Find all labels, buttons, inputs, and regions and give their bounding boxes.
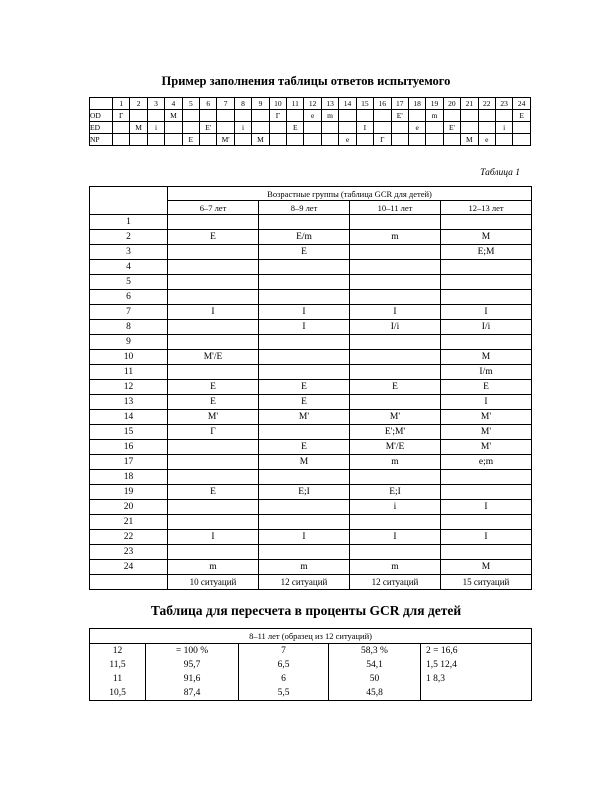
answer-cell <box>304 134 321 146</box>
gcr-cell <box>441 470 532 485</box>
gcr-cell: I <box>259 305 350 320</box>
answer-corner-cell <box>90 98 113 110</box>
gcr-cell <box>259 500 350 515</box>
gcr-cell <box>168 500 259 515</box>
answer-cell <box>165 122 182 134</box>
percent-header: 8–11 лет (образец из 12 ситуаций) <box>90 629 532 644</box>
answer-cell <box>182 110 199 122</box>
answer-cell <box>147 110 164 122</box>
answer-cell <box>252 122 269 134</box>
answer-table-title: Пример заполнения таблицы ответов испытуемого <box>161 74 451 88</box>
answer-column-number: 1 <box>113 98 130 110</box>
gcr-cell <box>168 455 259 470</box>
gcr-row-number: 11 <box>90 365 168 380</box>
answer-cell: Г <box>113 110 130 122</box>
answer-cell <box>356 110 373 122</box>
gcr-cell: I <box>441 305 532 320</box>
gcr-cell <box>259 365 350 380</box>
gcr-cell: M <box>441 230 532 245</box>
gcr-cell <box>350 545 441 560</box>
answer-cell <box>269 122 286 134</box>
answer-row-label: NP <box>90 134 113 146</box>
gcr-cell: M' <box>350 410 441 425</box>
gcr-total-cell: 10 ситуаций <box>168 575 259 590</box>
gcr-cell <box>168 215 259 230</box>
percent-table <box>89 628 532 701</box>
gcr-cell: M <box>441 350 532 365</box>
gcr-row-number: 16 <box>90 440 168 455</box>
answer-cell: M <box>461 134 478 146</box>
gcr-row <box>90 440 532 455</box>
age-group-header: 10–11 лет <box>350 201 441 215</box>
gcr-cell: E <box>259 245 350 260</box>
answer-row <box>90 134 531 146</box>
gcr-total-cell: 12 ситуаций <box>350 575 441 590</box>
gcr-cell: E/m <box>259 230 350 245</box>
gcr-cell: E;I <box>350 485 441 500</box>
gcr-cell: M' <box>168 410 259 425</box>
gcr-row <box>90 500 532 515</box>
gcr-cell <box>350 245 441 260</box>
gcr-cell <box>350 395 441 410</box>
answer-cell: E <box>287 122 304 134</box>
gcr-row-number: 12 <box>90 380 168 395</box>
answer-cell <box>200 110 217 122</box>
answer-row <box>90 122 531 134</box>
gcr-cell <box>441 275 532 290</box>
gcr-cell: I <box>441 530 532 545</box>
gcr-cell <box>350 365 441 380</box>
answer-cell <box>147 134 164 146</box>
answer-cell <box>130 134 147 146</box>
percent-row <box>90 686 532 701</box>
answer-column-number: 6 <box>200 98 217 110</box>
gcr-cell <box>350 350 441 365</box>
answer-column-number: 13 <box>321 98 338 110</box>
answer-cell <box>113 122 130 134</box>
percent-row <box>90 644 532 659</box>
answer-cell <box>182 122 199 134</box>
gcr-cell <box>441 260 532 275</box>
gcr-row <box>90 230 532 245</box>
answer-cell <box>113 134 130 146</box>
gcr-header-row <box>90 187 532 201</box>
percent-cell: 12 <box>90 644 146 659</box>
answer-cell: М <box>165 110 182 122</box>
answer-cell <box>339 122 356 134</box>
gcr-cell: M' <box>259 410 350 425</box>
answer-cell: e <box>408 122 425 134</box>
gcr-row <box>90 470 532 485</box>
gcr-cell: I/i <box>350 320 441 335</box>
gcr-row <box>90 530 532 545</box>
gcr-cell: I/m <box>441 365 532 380</box>
gcr-cell <box>168 245 259 260</box>
gcr-cell <box>168 320 259 335</box>
gcr-row <box>90 395 532 410</box>
answer-column-number: 16 <box>374 98 391 110</box>
answer-cell <box>374 122 391 134</box>
gcr-cell: E <box>259 395 350 410</box>
gcr-cell: M' <box>441 410 532 425</box>
answer-cell: e <box>304 110 321 122</box>
gcr-cell <box>441 335 532 350</box>
percent-row <box>90 658 532 672</box>
gcr-cell <box>259 290 350 305</box>
gcr-row <box>90 410 532 425</box>
answer-cell <box>287 134 304 146</box>
gcr-cell: I <box>350 530 441 545</box>
answer-row <box>90 110 531 122</box>
gcr-cell: m <box>259 560 350 575</box>
answer-column-number: 23 <box>495 98 512 110</box>
answer-header-row <box>90 98 531 110</box>
gcr-row-number: 20 <box>90 500 168 515</box>
gcr-cell: E <box>259 380 350 395</box>
answer-cell: E' <box>391 110 408 122</box>
percent-cell: 91,6 <box>146 672 239 686</box>
answer-cell <box>252 110 269 122</box>
gcr-cell: E;I <box>259 485 350 500</box>
answer-cell <box>461 122 478 134</box>
answer-cell: Г <box>374 134 391 146</box>
answer-cell: i <box>495 122 512 134</box>
answer-column-number: 2 <box>130 98 147 110</box>
percent-cell: 1,5 12,4 <box>421 658 532 672</box>
percent-cell: 11,5 <box>90 658 146 672</box>
gcr-row <box>90 290 532 305</box>
gcr-cell <box>441 215 532 230</box>
age-group-header: 8–9 лет <box>259 201 350 215</box>
age-group-header: 6–7 лет <box>168 201 259 215</box>
gcr-cell <box>168 335 259 350</box>
answer-cell <box>165 134 182 146</box>
answer-cell <box>269 134 286 146</box>
gcr-cell <box>168 440 259 455</box>
gcr-cell: E <box>350 380 441 395</box>
gcr-cell <box>350 290 441 305</box>
percent-cell: 2 = 16,6 <box>421 644 532 659</box>
percent-cell: 6 <box>239 672 329 686</box>
answer-cell: i <box>147 122 164 134</box>
percent-cell: 11 <box>90 672 146 686</box>
gcr-cell <box>259 470 350 485</box>
answer-cell: e <box>478 134 495 146</box>
age-groups-header: Возрастные группы (таблица GCR для детей) <box>168 187 532 201</box>
answer-column-number: 19 <box>426 98 443 110</box>
gcr-cell: Г <box>168 425 259 440</box>
gcr-cell: m <box>350 560 441 575</box>
answer-cell <box>304 122 321 134</box>
answer-cell: E' <box>443 122 460 134</box>
answer-cell <box>374 110 391 122</box>
answer-column-number: 3 <box>147 98 164 110</box>
gcr-cell: E <box>168 380 259 395</box>
answer-cell <box>426 122 443 134</box>
gcr-row-number: 7 <box>90 305 168 320</box>
gcr-cell <box>259 335 350 350</box>
percent-cell: 7 <box>239 644 329 659</box>
answer-cell <box>356 134 373 146</box>
answer-cell <box>478 110 495 122</box>
gcr-cell: I <box>259 320 350 335</box>
answer-column-number: 7 <box>217 98 234 110</box>
answer-cell <box>321 134 338 146</box>
answer-column-number: 12 <box>304 98 321 110</box>
gcr-cell <box>350 275 441 290</box>
gcr-cell: E <box>441 380 532 395</box>
gcr-cell <box>441 515 532 530</box>
gcr-row <box>90 455 532 470</box>
answer-cell <box>321 122 338 134</box>
gcr-cell: m <box>168 560 259 575</box>
answer-cell <box>443 110 460 122</box>
gcr-cell <box>168 275 259 290</box>
gcr-cell: M <box>259 455 350 470</box>
percent-cell: 58,3 % <box>329 644 421 659</box>
gcr-cell <box>350 470 441 485</box>
gcr-cell <box>168 290 259 305</box>
gcr-row-number: 1 <box>90 215 168 230</box>
answer-cell <box>495 134 512 146</box>
answer-cell <box>408 110 425 122</box>
percent-cell: 5,5 <box>239 686 329 701</box>
age-group-header: 12–13 лет <box>441 201 532 215</box>
answer-cell: E <box>182 134 199 146</box>
answer-cell: m <box>321 110 338 122</box>
answer-column-number: 5 <box>182 98 199 110</box>
gcr-cell <box>259 275 350 290</box>
answer-cell <box>391 122 408 134</box>
gcr-cell: I/i <box>441 320 532 335</box>
gcr-total-cell: 15 ситуаций <box>441 575 532 590</box>
gcr-cell <box>168 515 259 530</box>
gcr-row <box>90 365 532 380</box>
answer-cell <box>391 134 408 146</box>
answer-cell <box>513 134 531 146</box>
answer-cell <box>287 110 304 122</box>
percent-table-title: Таблица для пересчета в проценты GCR для детей <box>150 603 462 618</box>
gcr-cell: M <box>441 560 532 575</box>
percent-cell: 50 <box>329 672 421 686</box>
gcr-cell: M'/E <box>350 440 441 455</box>
gcr-cell <box>441 545 532 560</box>
gcr-row <box>90 485 532 500</box>
answer-cell: m <box>426 110 443 122</box>
gcr-cell: e;m <box>441 455 532 470</box>
answer-cell <box>217 122 234 134</box>
gcr-row-number: 4 <box>90 260 168 275</box>
gcr-totals-row <box>90 575 532 590</box>
gcr-row <box>90 545 532 560</box>
gcr-row-number: 24 <box>90 560 168 575</box>
answer-row-label: ED <box>90 122 113 134</box>
answer-cell: E' <box>200 122 217 134</box>
answer-cell <box>495 110 512 122</box>
gcr-row-number: 14 <box>90 410 168 425</box>
gcr-cell: E <box>168 485 259 500</box>
gcr-row <box>90 275 532 290</box>
gcr-cell: E <box>168 395 259 410</box>
answer-cell <box>130 110 147 122</box>
gcr-row-number: 17 <box>90 455 168 470</box>
gcr-row-number: 6 <box>90 290 168 305</box>
gcr-row-number: 21 <box>90 515 168 530</box>
gcr-row <box>90 515 532 530</box>
gcr-cell <box>259 350 350 365</box>
answer-cell: Г <box>269 110 286 122</box>
answer-cell: M' <box>217 134 234 146</box>
gcr-cell: m <box>350 455 441 470</box>
answer-cell: М <box>252 134 269 146</box>
gcr-row-number: 9 <box>90 335 168 350</box>
percent-row <box>90 672 532 686</box>
gcr-row-number: 3 <box>90 245 168 260</box>
answer-column-number: 18 <box>408 98 425 110</box>
gcr-cell: I <box>259 530 350 545</box>
answer-column-number: 20 <box>443 98 460 110</box>
gcr-row <box>90 425 532 440</box>
gcr-cell <box>259 515 350 530</box>
gcr-row <box>90 380 532 395</box>
answer-cell <box>408 134 425 146</box>
gcr-table <box>89 186 532 590</box>
gcr-row-number: 8 <box>90 320 168 335</box>
gcr-cell: i <box>350 500 441 515</box>
answer-cell <box>217 110 234 122</box>
table-caption: Таблица 1 <box>480 168 520 178</box>
gcr-cell <box>168 470 259 485</box>
gcr-cell: E;M <box>441 245 532 260</box>
gcr-cell <box>350 260 441 275</box>
answer-table <box>89 97 531 146</box>
answer-cell <box>200 134 217 146</box>
gcr-cell <box>259 425 350 440</box>
gcr-cell <box>441 290 532 305</box>
gcr-row-number: 23 <box>90 545 168 560</box>
gcr-cell: I <box>168 305 259 320</box>
gcr-total-cell: 12 ситуаций <box>259 575 350 590</box>
gcr-cell: M' <box>441 440 532 455</box>
gcr-cell: I <box>441 395 532 410</box>
gcr-row <box>90 260 532 275</box>
answer-column-number: 4 <box>165 98 182 110</box>
gcr-row <box>90 350 532 365</box>
gcr-cell: E';M' <box>350 425 441 440</box>
gcr-row <box>90 320 532 335</box>
answer-cell: E <box>513 110 531 122</box>
gcr-cell <box>350 335 441 350</box>
gcr-cell: E <box>168 230 259 245</box>
gcr-cell <box>259 545 350 560</box>
gcr-row <box>90 245 532 260</box>
gcr-cell <box>259 260 350 275</box>
gcr-row-number: 10 <box>90 350 168 365</box>
gcr-row-number: 13 <box>90 395 168 410</box>
answer-column-number: 10 <box>269 98 286 110</box>
percent-cell: 6,5 <box>239 658 329 672</box>
answer-cell <box>234 134 251 146</box>
gcr-row-number: 19 <box>90 485 168 500</box>
gcr-corner-cell <box>90 187 168 215</box>
gcr-totals-corner <box>90 575 168 590</box>
gcr-row-number: 18 <box>90 470 168 485</box>
answer-cell: М <box>130 122 147 134</box>
gcr-cell: I <box>441 500 532 515</box>
answer-cell <box>478 122 495 134</box>
gcr-cell <box>168 545 259 560</box>
gcr-cell: I <box>168 530 259 545</box>
gcr-cell <box>259 215 350 230</box>
percent-cell: 95,7 <box>146 658 239 672</box>
percent-cell: 54,1 <box>329 658 421 672</box>
gcr-cell <box>350 215 441 230</box>
answer-column-number: 15 <box>356 98 373 110</box>
answer-cell <box>513 122 531 134</box>
answer-column-number: 22 <box>478 98 495 110</box>
percent-cell: = 100 % <box>146 644 239 659</box>
gcr-cell <box>168 260 259 275</box>
answer-cell <box>461 110 478 122</box>
percent-cell: 10,5 <box>90 686 146 701</box>
gcr-row <box>90 335 532 350</box>
answer-cell: i <box>234 122 251 134</box>
answer-cell <box>426 134 443 146</box>
answer-column-number: 11 <box>287 98 304 110</box>
gcr-cell: I <box>350 305 441 320</box>
gcr-cell <box>350 515 441 530</box>
answer-column-number: 21 <box>461 98 478 110</box>
answer-column-number: 8 <box>234 98 251 110</box>
gcr-row <box>90 305 532 320</box>
answer-column-number: 24 <box>513 98 531 110</box>
gcr-cell <box>168 365 259 380</box>
answer-cell <box>443 134 460 146</box>
answer-column-number: 9 <box>252 98 269 110</box>
gcr-row-number: 15 <box>90 425 168 440</box>
gcr-row <box>90 215 532 230</box>
percent-cell: 45,8 <box>329 686 421 701</box>
gcr-row-number: 22 <box>90 530 168 545</box>
answer-column-number: 17 <box>391 98 408 110</box>
gcr-row-number: 2 <box>90 230 168 245</box>
answer-cell: e <box>339 134 356 146</box>
gcr-cell <box>441 485 532 500</box>
answer-column-number: 14 <box>339 98 356 110</box>
gcr-row <box>90 560 532 575</box>
percent-cell: 87,4 <box>146 686 239 701</box>
gcr-cell: E <box>259 440 350 455</box>
gcr-cell: M' <box>441 425 532 440</box>
answer-cell <box>339 110 356 122</box>
answer-cell: I <box>356 122 373 134</box>
gcr-cell: M'/E <box>168 350 259 365</box>
answer-row-label: OD <box>90 110 113 122</box>
gcr-row-number: 5 <box>90 275 168 290</box>
percent-cell <box>421 686 532 701</box>
percent-header-row <box>90 629 532 644</box>
answer-cell <box>234 110 251 122</box>
percent-cell: 1 8,3 <box>421 672 532 686</box>
gcr-cell: m <box>350 230 441 245</box>
